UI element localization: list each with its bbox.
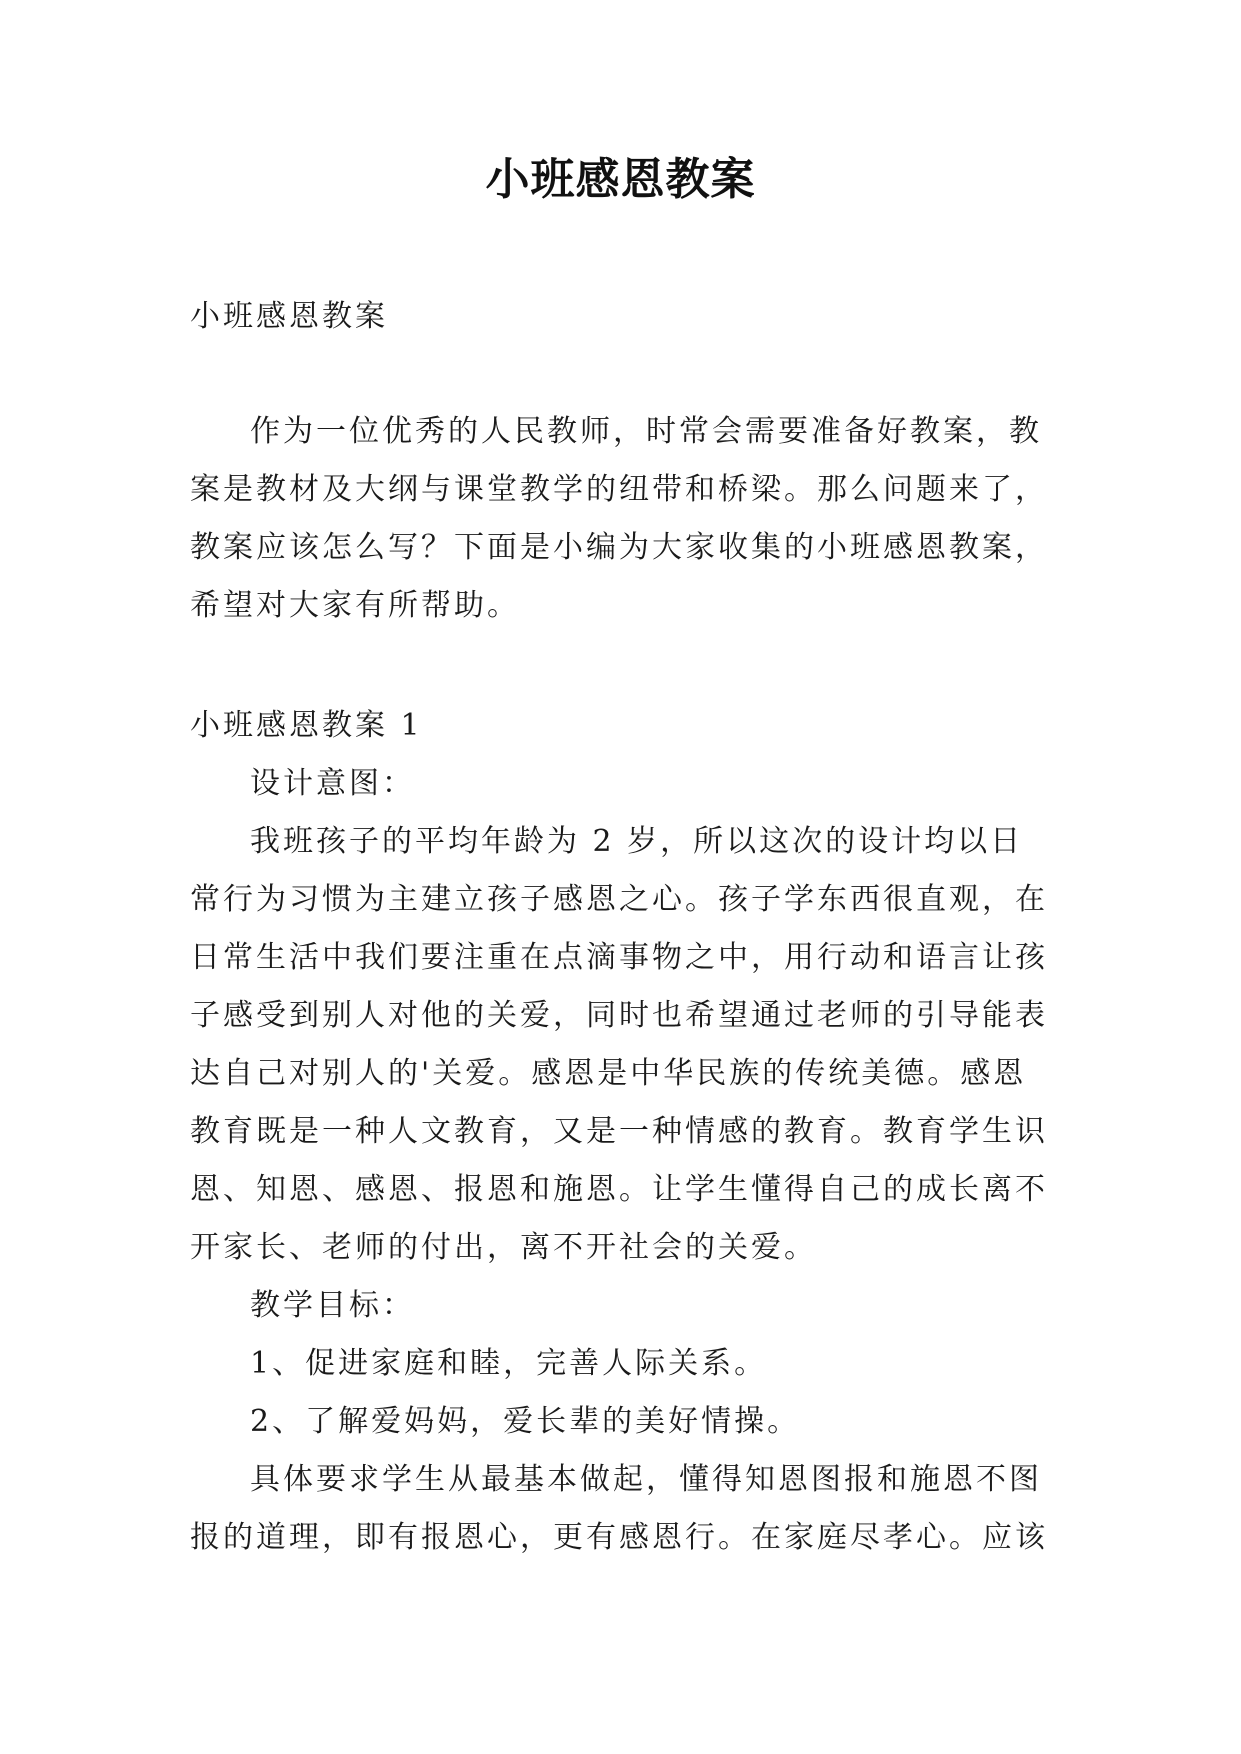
design-intent-paragraph: 我班孩子的平均年龄为 2 岁，所以这次的设计均以日常行为习惯为主建立孩子感恩之心。孩子学东西很直观，在日常生活中我们要注重在点滴事物之中，用行动和语言让孩子感受到别人对他的关爱，同时也希望通过老师的引导能表达自己对别人的'关爱。感恩是中华民族的传统美德。感恩教育既是一种人文教育，又是一种情感的教育。教育学生识恩、知恩、感恩、报恩和施恩。让学生懂得自己的成长离不开家长、老师的付出，离不开社会的关爱。 [190, 824, 1048, 1265]
section-1-heading: 小班感恩教案 1 [190, 708, 423, 743]
document-title: 小班感恩教案 [485, 154, 756, 205]
teaching-goal-2: 2、了解爱妈妈，爱长辈的美好情操。 [250, 1404, 801, 1439]
design-intent-label: 设计意图： [250, 766, 415, 801]
section-1 [190, 697, 1050, 1567]
intro-paragraph: 作为一位优秀的人民教师，时常会需要准备好教案，教案是教材及大纲与课堂教学的纽带和桥梁。那么问题来了，教案应该怎么写？下面是小编为大家收集的小班感恩教案，希望对大家有所帮助。 [190, 414, 1048, 623]
requirements-paragraph: 具体要求学生从最基本做起，懂得知恩图报和施恩不图报的道理，即有报恩心，更有感恩行。在家庭尽孝心。应该 [190, 1462, 1048, 1555]
document-subtitle-block [190, 288, 1050, 346]
intro-block [190, 403, 1050, 635]
teaching-goals-label: 教学目标： [250, 1288, 415, 1323]
teaching-goal-1: 1、促进家庭和睦，完善人际关系。 [250, 1346, 768, 1381]
document-subtitle: 小班感恩教案 [190, 299, 388, 334]
